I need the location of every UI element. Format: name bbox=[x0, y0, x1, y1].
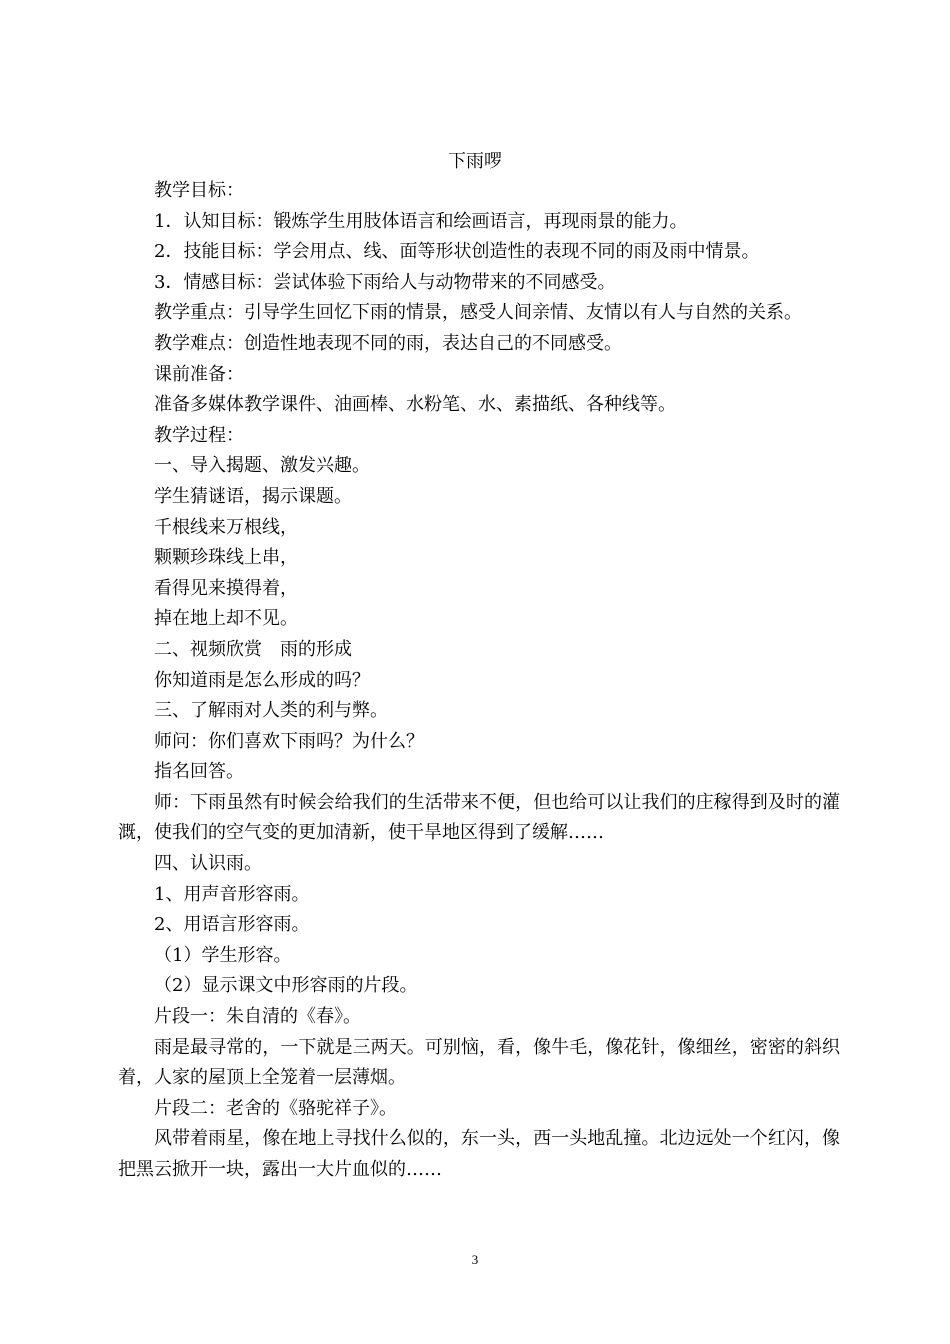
paragraph: 1．认知目标：锻炼学生用肢体语言和绘画语言，再现雨景的能力。 bbox=[154, 210, 688, 232]
paragraph: 准备多媒体教学课件、油画棒、水粉笔、水、素描纸、各种线等。 bbox=[154, 394, 676, 416]
paragraph: 3．情感目标：尝试体验下雨给人与动物带来的不同感受。 bbox=[154, 271, 616, 293]
paragraph: 掉在地上却不见。 bbox=[154, 608, 298, 630]
paragraph: 1、用声音形容雨。 bbox=[154, 883, 310, 905]
paragraph: 2．技能目标：学会用点、线、面等形状创造性的表现不同的雨及雨中情景。 bbox=[154, 241, 760, 263]
paragraph: 教学重点：引导学生回忆下雨的情景，感受人间亲情、友情以有人与自然的关系。 bbox=[154, 302, 802, 324]
document-title: 下雨啰 bbox=[448, 151, 502, 172]
paragraph: 颗颗珍珠线上串， bbox=[154, 547, 298, 569]
paragraph: 教学过程： bbox=[154, 424, 244, 446]
paragraph: 课前准备： bbox=[154, 363, 244, 385]
paragraph: 二、视频欣赏 雨的形成 bbox=[154, 638, 352, 660]
paragraph: 四、认识雨。 bbox=[154, 853, 262, 875]
paragraph: 雨是最寻常的，一下就是三两天。可别恼，看，像牛毛，像花针，像细丝，密密的斜织着，人家的屋顶上全笼着一层薄烟。 bbox=[118, 1036, 840, 1089]
paragraph: 看得见来摸得着， bbox=[154, 577, 298, 599]
paragraph: 学生猜谜语，揭示课题。 bbox=[154, 485, 352, 507]
paragraph: （2）显示课文中形容雨的片段。 bbox=[154, 975, 418, 997]
paragraph: 千根线来万根线， bbox=[154, 516, 298, 538]
paragraph: 你知道雨是怎么形成的吗？ bbox=[154, 669, 370, 691]
paragraph: 风带着雨星，像在地上寻找什么似的，东一头，西一头地乱撞。北边远处一个红闪，像把黑云掀开一块，露出一大片血似的…… bbox=[118, 1128, 840, 1180]
paragraph: （1）学生形容。 bbox=[154, 944, 292, 966]
paragraph: 三、了解雨对人类的利与弊。 bbox=[154, 700, 388, 722]
paragraph: 师：下雨虽然有时候会给我们的生活带来不便，但也给可以让我们的庄稼得到及时的灌溉，使我们的空气变的更加清新，使干旱地区得到了缓解…… bbox=[118, 791, 840, 844]
paragraph: 师问：你们喜欢下雨吗？为什么？ bbox=[154, 730, 424, 752]
paragraph: 一、导入揭题、激发兴趣。 bbox=[154, 455, 370, 477]
paragraph: 片段二：老舍的《骆驼祥子》。 bbox=[154, 1097, 397, 1119]
paragraph: 教学目标： bbox=[154, 180, 244, 201]
paragraph: 指名回答。 bbox=[154, 761, 244, 783]
document-body bbox=[118, 176, 840, 1186]
paragraph: 片段一：朱自清的《春》。 bbox=[154, 1006, 361, 1028]
paragraph: 2、用语言形容雨。 bbox=[154, 914, 310, 936]
page-number: 3 bbox=[471, 1252, 479, 1267]
paragraph: 教学难点：创造性地表现不同的雨，表达自己的不同感受。 bbox=[154, 332, 622, 354]
